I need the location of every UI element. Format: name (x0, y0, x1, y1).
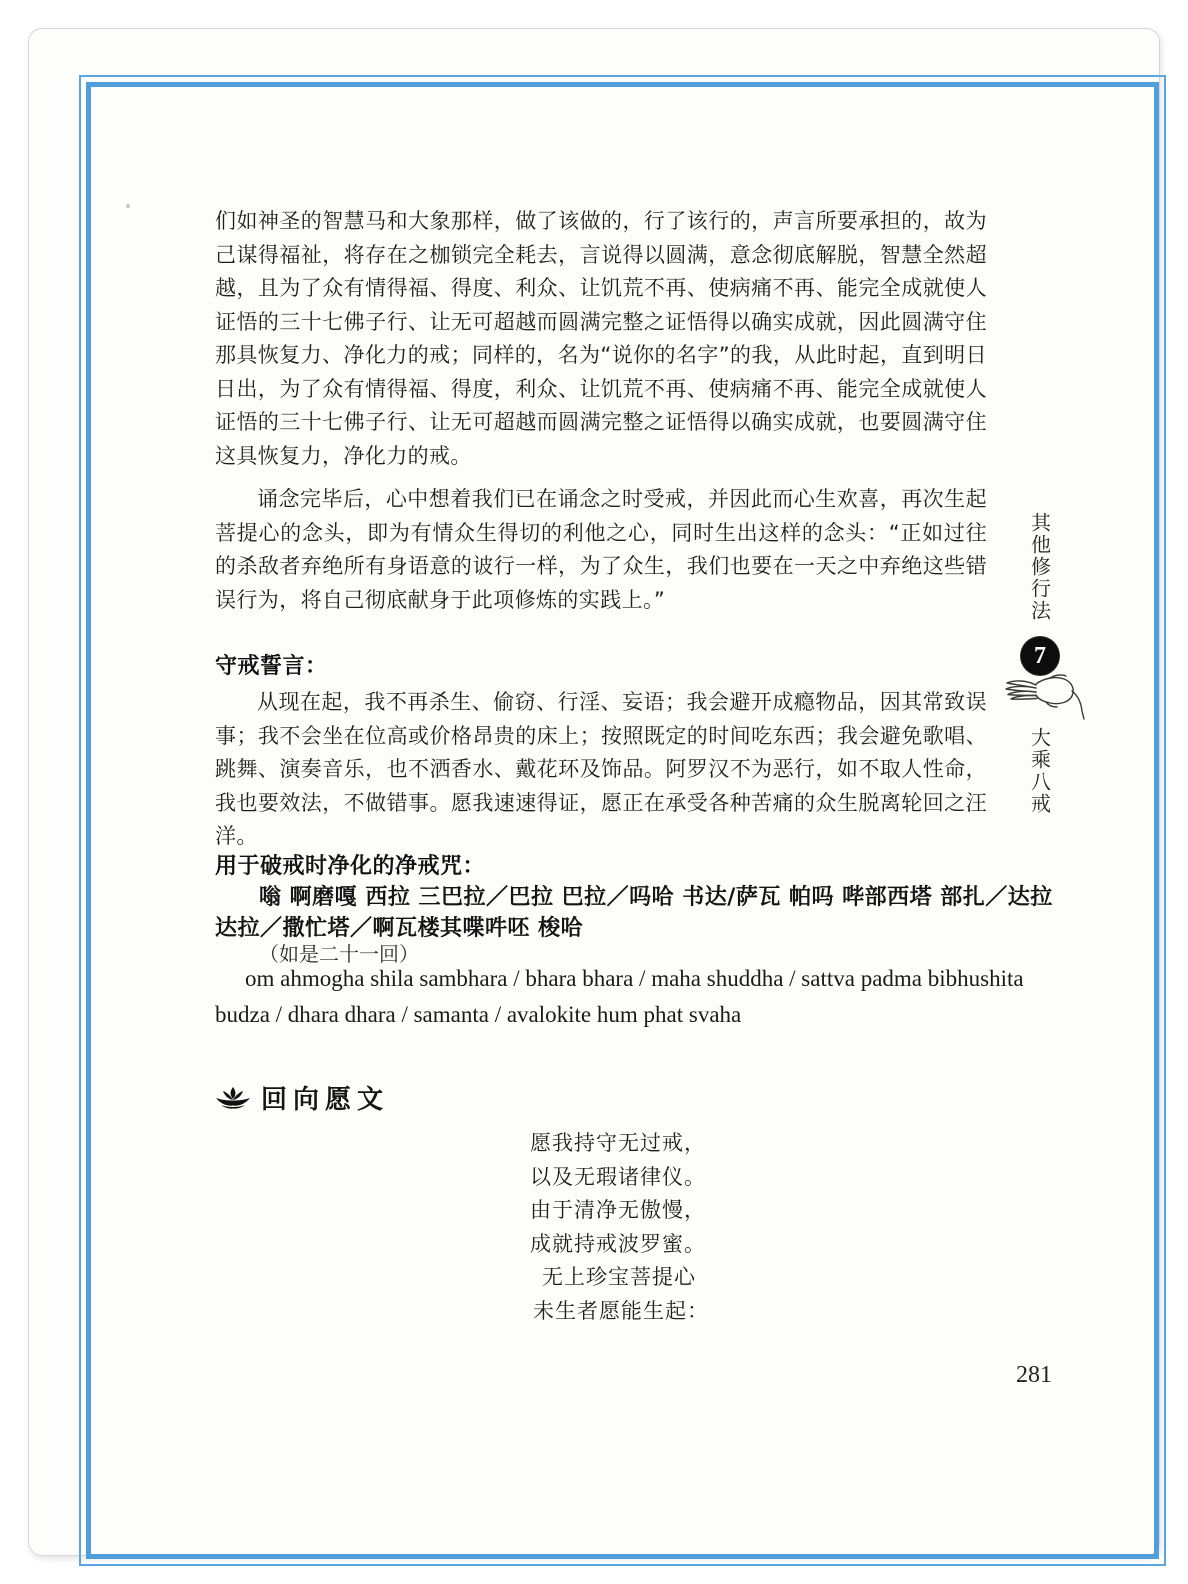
vow-paragraph: 从现在起，我不再杀生、偷窃、行淫、妄语；我会避开成瘾物品，因其常致误事；我不会坐在位高或价格昂贵的床上；按照既定的时间吃东西；我会避免歌唱、跳舞、演奏音乐，也不洒香水、戴花环及饰品。阿罗汉不为恶行，如不取人性命，我也要效法，不做错事。愿我速速得证，愿正在承受各种苦痛的众生脱离轮回之汪洋。 (215, 690, 987, 848)
repetition-note: （如是二十一回） (259, 942, 419, 966)
paragraph-after-recitation: 诵念完毕后，心中想着我们已在诵念之时受戒，并因此而心生欢喜，再次生起菩提心的念头，即为有情众生得切的利他之心，同时生出这样的念头：“正如过往的杀敌者弃绝所有身语意的诐行一样，为了众生，我们也要在一天之中弃绝这些错误行为，将自己彻底献身于此项修炼的实践上。” (215, 487, 987, 612)
dedication-title: 回向愿文 (261, 1085, 390, 1114)
verse-line: 未生者愿能生起： (533, 1298, 709, 1323)
dedication-section-heading (215, 1079, 987, 1116)
paragraph-vow-continuation: 们如神圣的智慧马和大象那样，做了该做的，行了该行的，声言所要承担的，故为己谋得福祉，将存在之枷锁完全耗去，言说得以圆满，意念彻底解脱，智慧全然超越，且为了众有情得福、得度、利众、让饥荒不再、使病痛不再、能完全成就使人证悟的三十七佛子行、让无可超越而圆满完整之证悟得以确实成就，因此圆满守住那具恢复力、净化力的戒；同样的，名为“说你的名字”的我，从此时起，直到明日日出，为了众有情得福、得度，利众、让饥荒不再、使病痛不再、能完全成就使人证悟的三十七佛子行、让无可超越而圆满完整之证悟得以确实成就，也要圆满守住这具恢复力，净化力的戒。 (215, 209, 987, 468)
page-number: 281 (1016, 1362, 1052, 1388)
margin-tab (1008, 0, 1072, 1584)
open-hand-icon (1002, 669, 1090, 721)
lotus-icon (215, 1086, 251, 1110)
mantra-roman-line2: budza / dhara dhara / samanta / avalokite hum phat svaha (215, 1002, 742, 1027)
verse-line: 愿我持守无过戒， (530, 1131, 706, 1155)
vow-heading: 守戒誓言： (215, 654, 328, 679)
dedication-verse (530, 1127, 790, 1328)
mantra-chinese-line1: 嗡 啊磨嘎 西拉 三巴拉／巴拉 巴拉／吗哈 书达/萨瓦 帕吗 哔部西塔 部扎／达拉 (259, 885, 1053, 910)
verse-line: 成就持戒波罗蜜。 (530, 1231, 706, 1256)
mantra-chinese-line2: 达拉／撒忙塔／啊瓦楼其喋吽呸 梭哈 (215, 916, 584, 941)
book-title-vertical: 大乘八戒 (1027, 727, 1052, 815)
chapter-title-vertical: 其他修行法 (1027, 512, 1052, 622)
chapter-number: 7 (1034, 643, 1046, 669)
verse-line: 无上珍宝菩提心 (542, 1265, 696, 1289)
verse-line: 由于清净无傲慢， (530, 1198, 706, 1222)
verse-line: 以及无瑕诸律仪。 (530, 1164, 706, 1189)
mantra-heading: 用于破戒时净化的净戒咒： (215, 854, 486, 879)
print-artifact-dot (126, 204, 130, 208)
mantra-roman-line1: om ahmogha shila sambhara / bhara bhara / maha shuddha / sattva padma bibhushita (245, 966, 1024, 991)
